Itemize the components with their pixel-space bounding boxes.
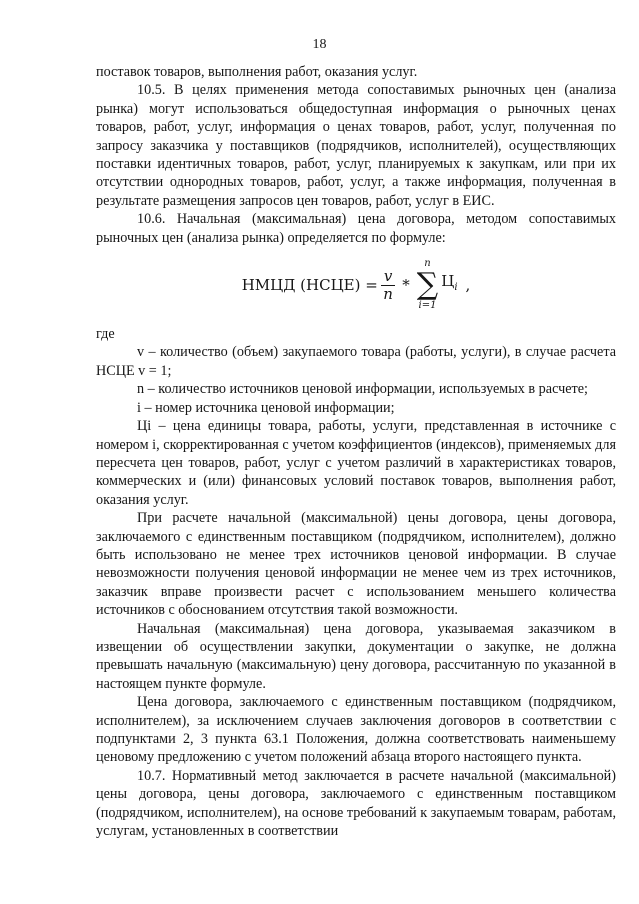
formula-denominator: n <box>383 284 393 303</box>
formula-sum <box>417 258 438 312</box>
formula-lhs: НМЦД (НСЦЕ) = <box>241 275 378 294</box>
definition-v: v – количество (объем) закупаемого товара (работы, услуги), в случае расчета НСЦЕ v = 1; <box>96 344 616 379</box>
formula-term: $Ц_i$ <box>441 272 458 294</box>
definition-n: n – количество источников ценовой информации, используемых в расчете; <box>137 381 588 398</box>
formula-term-subscript: i <box>454 282 458 294</box>
page-number: 18 <box>312 37 327 52</box>
sum-symbol: ∑ <box>416 267 439 303</box>
formula-operator: * <box>402 275 410 294</box>
paragraph-10-5: 10.5. В целях применения метода сопоставимых рыночных цен (анализа рынка) могут использоваться общедоступная информация о рыночных ценах товаров, работ, услуг, информация о ценах товаров, работ, услуг, полученная по запросу заказчика у поставщиков (подрядчиков, исполнителей), осуществляющих поставки идентичных товаров, работ, услуг, планируемых к закупкам, или при их отсутствии однородных товаров, работ, услуг, а также информация, полученная в результате размещения запросов цен товаров, работ, услуг в ЕИС. <box>96 82 616 209</box>
paragraph-10-6: 10.6. Начальная (максимальная) цена договора, методом сопоставимых рыночных цен (анализа рынка) определяется по формуле: <box>96 211 616 246</box>
sum-upper-limit: n <box>424 258 431 270</box>
formula-tail: , <box>465 275 471 294</box>
sum-lower-limit: i=1 <box>418 300 437 312</box>
paragraph-max-price: Начальная (максимальная) цена договора, указываемая заказчиком в извещении об осуществлении закупки, документации о закупке, не должна превышать начальную (максимальную) цену договора, рассчитанную по указанной в настоящем пункте формуле. <box>96 620 616 692</box>
paragraph-single-supplier: Цена договора, заключаемого с единственным поставщиком (подрядчиком, исполнителем), за исключением случаев заключения договоров в соответствии с подпунктами 2, 3 пункта 63.1 Положения, должна соответствовать наименьшему ценовому предложению с учетом положений абзаца второго настоящего пункта. <box>96 694 616 766</box>
definition-i: i – номер источника ценовой информации; <box>137 399 395 416</box>
document-body <box>96 63 616 840</box>
where-label: где <box>96 326 115 343</box>
paragraph-continuation: поставок товаров, выполнения работ, оказания услуг. <box>96 64 418 80</box>
formula-fraction <box>381 268 395 303</box>
nmcd-formula <box>96 249 616 321</box>
paragraph-sources: При расчете начальной (максимальной) цены договора, цены договора, заключаемого с единственным поставщиком (подрядчиком, исполнителем), должно быть использовано не менее трех источников ценовой информации. В случае невозможности получения ценовой информации не менее чем из трех источников, заказчик вправе произвести расчет с использованием меньшего количества источников с обоснованием отсутствия такой возможности. <box>96 510 616 619</box>
formula-numerator: v <box>381 268 395 286</box>
definition-c: Цi – цена единицы товара, работы, услуги, представленная в источнике с номером i, скорректированная с учетом коэффициентов (индексов), применяемых для пересчета цен товаров, работ, услуг с учетом различий в характеристиках товаров, коммерческих и (или) финансовых условий поставок товаров, выполнения работ, оказания услуг. <box>96 418 616 508</box>
paragraph-10-7: 10.7. Нормативный метод заключается в расчете начальной (максимальной) цены договора, цены договора, заключаемого с единственным поставщиком (подрядчиком, исполнителем), на основе требований к закупаемым товарам, работам, услугам, установленных в соответствии <box>96 767 616 840</box>
